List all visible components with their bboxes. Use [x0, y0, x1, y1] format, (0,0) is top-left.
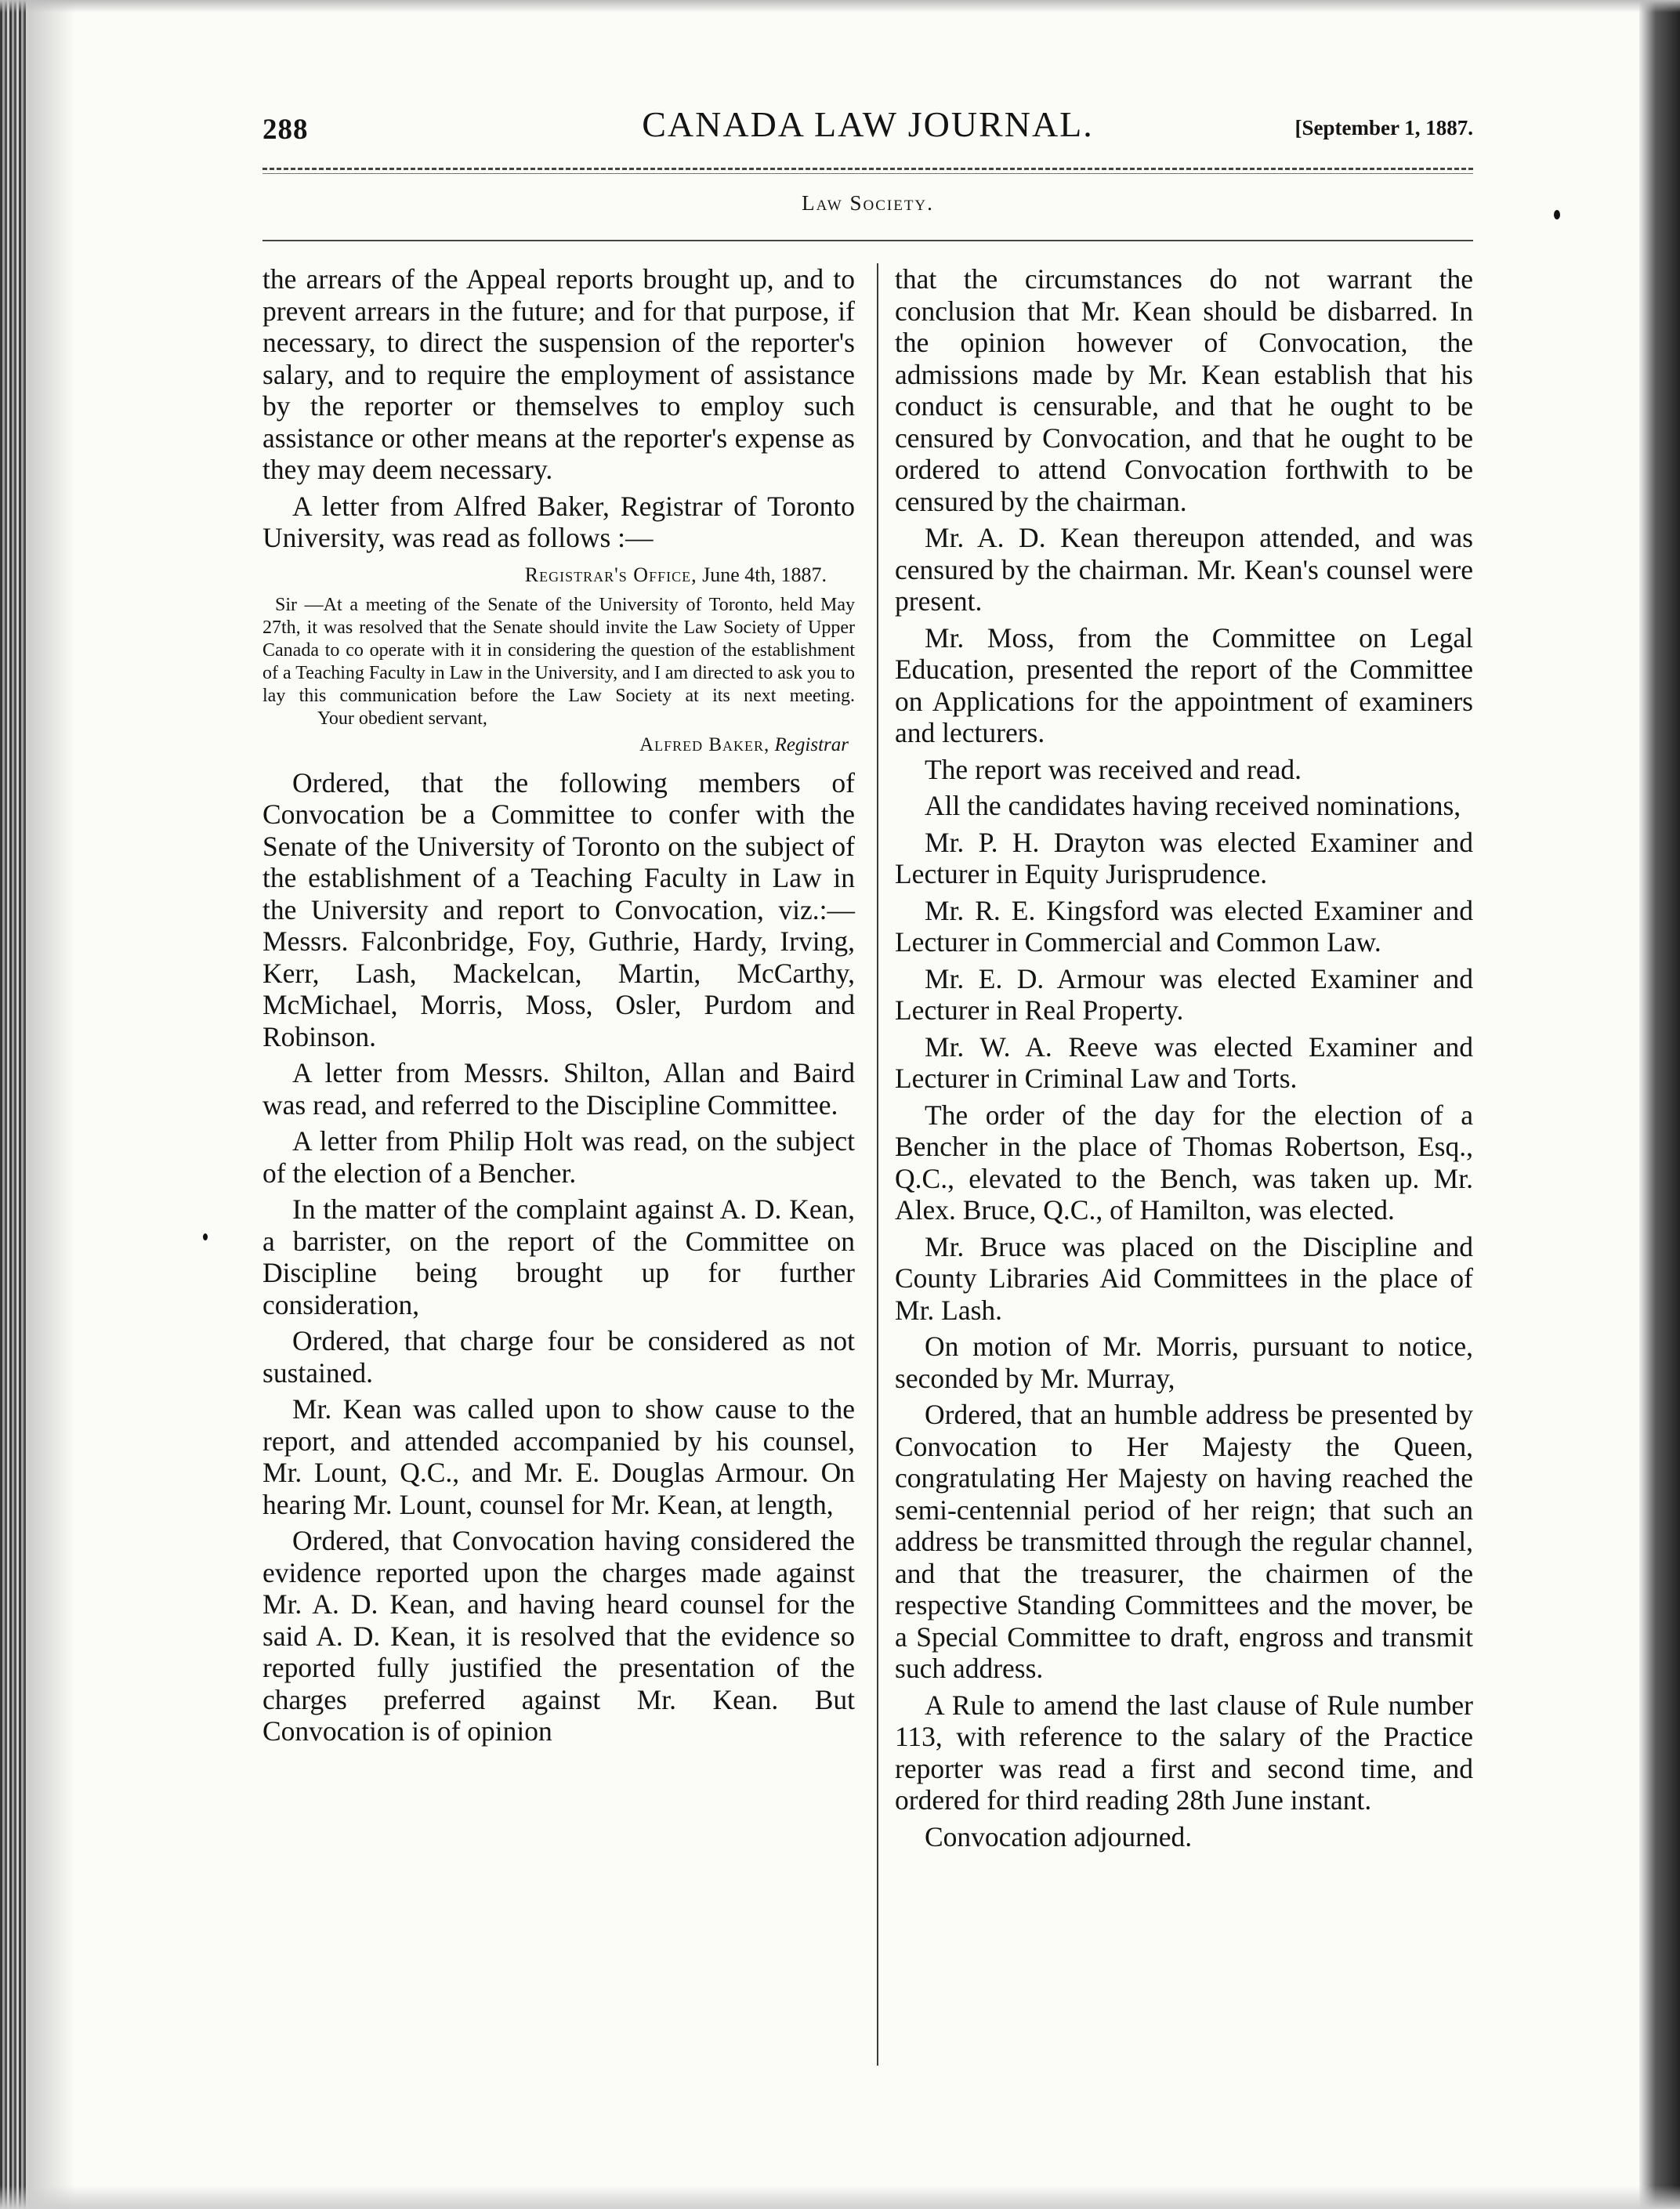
letter-signature: [262, 733, 855, 756]
header-rule-thin: [262, 173, 1473, 174]
paragraph: Convocation adjourned.: [925, 1820, 1193, 1852]
paragraph: A letter from Philip Holt was read, on the subject of the election of a Bencher.: [262, 1125, 855, 1189]
paragraph: Mr. Moss, from the Committee on Legal Education, presented the report of the Committee on Applications for the appointment of examiners and lecturers.: [895, 621, 1473, 748]
paragraph: Mr. A. D. Kean thereupon attended, and was censured by the chairman. Mr. Kean's counsel were present.: [895, 522, 1473, 617]
paragraph: Ordered, that Convocation having considered the evidence reported upon the charges made against Mr. A. D. Kean, and having heard counsel for the said A. D. Kean, it is resolved that the evidence so reported fully justified the presentation of the charges preferred against Mr. Kean. But Convocation is of opinion: [262, 1525, 855, 1747]
paragraph: Ordered, that charge four be considered as not sustained.: [262, 1325, 855, 1389]
quoted-letter: [262, 563, 855, 756]
paragraph: In the matter of the complaint against A. D. Kean, a barrister, on the report of the Committee on Discipline being brought up for further consideration,: [262, 1193, 855, 1320]
paragraph: All the candidates having received nominations,: [925, 790, 1461, 821]
ink-speck: [1554, 210, 1560, 219]
paragraph: Ordered, that the following members of Convocation be a Committee to confer with the Senate of the University of Toronto on the subject of the establishment of a Teaching Faculty in Law in the University and report to Convocation, viz.:—Messrs. Falconbridge, Foy, Guthrie, Hardy, Irving, Kerr, Lash, Mackelcan, Martin, McCarthy, McMichael, Morris, Moss, Osler, Purdom and Robinson.: [262, 766, 855, 1052]
paragraph: Mr. W. A. Reeve was elected Examiner and Lecturer in Criminal Law and Torts.: [895, 1030, 1473, 1094]
paragraph: Mr. P. H. Drayton was elected Examiner and Lecturer in Equity Jurisprudence.: [895, 826, 1473, 889]
letter-dateline: [262, 563, 855, 586]
letter-date: June 4th, 1887.: [702, 563, 827, 586]
paragraph: Mr. R. E. Kingsford was elected Examiner and Lecturer in Commercial and Common Law.: [895, 894, 1473, 958]
issue-date: [September 1, 1887.: [1294, 116, 1473, 139]
page-edge-right: [1639, 0, 1680, 2209]
paragraph: The report was received and read.: [925, 753, 1302, 785]
right-column: [895, 263, 1473, 1857]
letter-text: Sir —At a meeting of the Senate of the University of Toronto, held May 27th, it was resolved that the Senate should invite the Law Society of Upper Canada to co operate with it in considering the question of the establishment of a Teaching Faculty in Law in the University, and I am directed to ask you to lay this communication before the Law Society at its next meeting.: [262, 594, 855, 706]
paragraph: Mr. Bruce was placed on the Discipline and County Libraries Aid Committees in the place of Mr. Lash.: [895, 1230, 1473, 1326]
letter-signoff: Your obedient servant,: [317, 708, 487, 729]
signature-title: Registrar: [774, 733, 849, 755]
paragraph: the arrears of the Appeal reports brought up, and to prevent arrears in the future; and for that purpose, if necessary, to direct the suspension of the reporter's salary, and to require the employment of assistance by the reporter or themselves to employ such assistance or other means at the reporter's expense as they may deem necessary.: [262, 263, 855, 485]
letter-office: Registrar's Office,: [524, 563, 697, 586]
paragraph: A letter from Alfred Baker, Registrar of Toronto University, was read as follows :—: [262, 490, 855, 553]
journal-title: CANADA LAW JOURNAL.: [642, 104, 1094, 144]
paragraph: A Rule to amend the last clause of Rule number 113, with reference to the salary of the Practice reporter was read a first and second time, and ordered for third reading 28th June instant.: [895, 1689, 1473, 1816]
paragraph: Ordered, that an humble address be presented by Convocation to Her Majesty the Queen, congratulating Her Majesty on having reached the semi-centennial period of her reign; that such an address be transmitted through the regular channel, and that the treasurer, the chairmen of the respective Standing Committees and the mover, be a Special Committee to draft, engross and transmit such address.: [895, 1399, 1473, 1684]
left-column: [262, 263, 855, 1752]
section-title: Law Society.: [802, 191, 934, 215]
paragraph: that the circumstances do not warrant the conclusion that Mr. Kean should be disbarred. In the opinion however of Convocation, the admissions made by Mr. Kean establish that his conduct is censurable, and that he ought to be censured by Convocation, and that he ought to be ordered to attend Convocation forthwith to be censured by the chairman.: [895, 263, 1473, 517]
paragraph: Mr. E. D. Armour was elected Examiner and Lecturer in Real Property.: [895, 962, 1473, 1026]
paragraph: A letter from Messrs. Shilton, Allan and Baird was read, and referred to the Discipline Committee.: [262, 1057, 855, 1121]
paragraph: The order of the day for the election of a Bencher in the place of Thomas Robertson, Esq., Q.C., elevated to the Bench, was taken up. Mr. Alex. Bruce, Q.C., of Hamilton, was elected.: [895, 1099, 1473, 1226]
letter-body: [262, 594, 855, 730]
signature-name: Alfred Baker,: [639, 733, 770, 755]
paragraph: On motion of Mr. Morris, pursuant to notice, seconded by Mr. Murray,: [895, 1331, 1473, 1394]
page-edge-top: [0, 0, 1680, 13]
book-binding-shadow: [0, 0, 28, 2209]
section-rule: [262, 240, 1473, 241]
header-rule: [262, 168, 1473, 170]
column-divider: [877, 263, 878, 2066]
ink-speck: [203, 1233, 208, 1240]
binding-fade: [28, 0, 75, 2209]
running-head: [262, 103, 1473, 152]
page-number: 288: [262, 114, 309, 146]
page-edge-bottom: [0, 2185, 1680, 2209]
paragraph: Mr. Kean was called upon to show cause to the report, and attended accompanied by his counsel, Mr. Lount, Q.C., and Mr. E. Douglas Armour. On hearing Mr. Lount, counsel for Mr. Kean, at length,: [262, 1393, 855, 1520]
